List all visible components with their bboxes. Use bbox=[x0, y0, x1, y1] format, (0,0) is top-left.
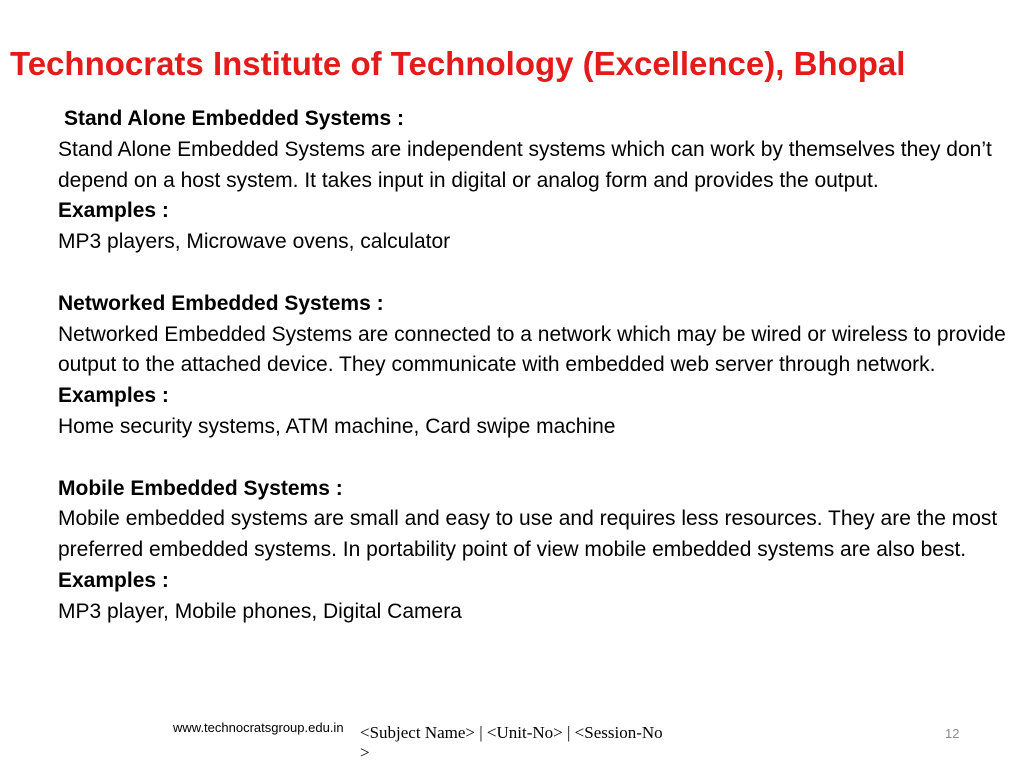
examples-text: Home security systems, ATM machine, Card swipe machine bbox=[58, 414, 616, 438]
examples-label: Examples : bbox=[58, 568, 169, 592]
section-networked bbox=[58, 289, 1008, 443]
slide-content bbox=[58, 104, 1008, 628]
section-stand-alone bbox=[58, 104, 1008, 258]
section-heading: Mobile Embedded Systems : bbox=[58, 476, 343, 500]
section-description: Mobile embedded systems are small and easy to use and requires less resources. They are the most preferred embedded systems. In portability point of view mobile embedded systems are also best. bbox=[58, 507, 998, 562]
section-description: Stand Alone Embedded Systems are independent systems which can work by themselves they don’t depend on a host system. It takes input in digital or analog form and provides the output. bbox=[58, 137, 992, 192]
section-mobile bbox=[58, 474, 1008, 628]
section-heading: Networked Embedded Systems : bbox=[58, 291, 384, 315]
slide-title: Technocrats Institute of Technology (Excellence), Bhopal bbox=[10, 45, 906, 82]
section-description: Networked Embedded Systems are connected to a network which may be wired or wireless to provide output to the attached device. They communicate with embedded web server through network. bbox=[58, 322, 1006, 377]
examples-label: Examples : bbox=[58, 384, 169, 408]
examples-text: MP3 players, Microwave ovens, calculator bbox=[58, 230, 451, 254]
examples-text: MP3 player, Mobile phones, Digital Camera bbox=[58, 599, 462, 623]
section-spacer bbox=[58, 443, 1008, 474]
examples-label: Examples : bbox=[58, 199, 169, 223]
section-heading: Stand Alone Embedded Systems : bbox=[64, 107, 404, 130]
footer-subject: <Subject Name> | <Unit-No> | <Session-No> bbox=[360, 723, 663, 762]
section-spacer bbox=[58, 258, 1008, 289]
footer-url: www.technocratsgroup.edu.in bbox=[173, 720, 344, 735]
page-number: 12 bbox=[945, 726, 960, 741]
